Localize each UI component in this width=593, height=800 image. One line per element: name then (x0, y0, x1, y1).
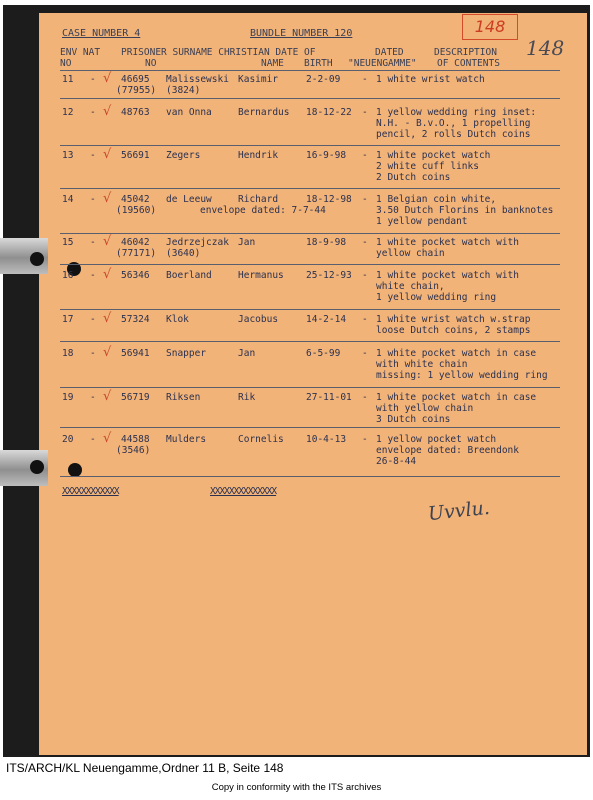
contents-description-line: 1 Belgian coin white, (376, 194, 497, 205)
prisoner-surname: Boerland (166, 270, 212, 281)
col-name: NAME (261, 58, 284, 69)
struck-text-left: XXXXXXXXXXXX (62, 486, 119, 497)
contents-description-line: 3 Dutch coins (376, 414, 451, 425)
row-rule (60, 387, 560, 388)
prisoner-surname: de Leeuw (166, 194, 212, 205)
envelope-number: 15 (62, 237, 74, 248)
christian-name: Cornelis (238, 434, 284, 445)
red-check-mark: √ (103, 431, 112, 446)
bundle-number: BUNDLE NUMBER 120 (250, 28, 353, 39)
dated-mark: - (362, 392, 368, 403)
prisoner-number-alt: (77955) (116, 85, 157, 96)
red-check-mark: √ (103, 345, 112, 360)
row-rule (60, 264, 560, 265)
envelope-number: 17 (62, 314, 74, 325)
punch-hole (68, 463, 82, 477)
contents-description-line: pencil, 2 rolls Dutch coins (376, 129, 531, 140)
date-of-birth: 27-11-01 (306, 392, 352, 403)
contents-description-line: yellow chain (376, 248, 445, 259)
contents-description-line: 1 white pocket watch with (376, 237, 519, 248)
red-check-mark: √ (103, 389, 112, 404)
prisoner-extra-note: (3824) (166, 85, 201, 96)
prisoner-surname: Riksen (166, 392, 201, 403)
prisoner-number-alt: (19560) (116, 205, 157, 216)
handwritten-signature: Uvvlu. (427, 496, 491, 526)
contents-description-line: 1 white pocket watch (376, 150, 491, 161)
prisoner-number: 46695 (121, 74, 150, 85)
dated-mark: - (362, 314, 368, 325)
contents-description-line: envelope dated: Breendonk (376, 445, 519, 456)
dated-mark: - (362, 74, 368, 85)
row-rule (60, 145, 560, 146)
prisoner-surname: Snapper (166, 348, 207, 359)
dated-mark: - (362, 194, 368, 205)
dated-mark: - (362, 150, 368, 161)
contents-description-line: 1 yellow pocket watch (376, 434, 497, 445)
col-env-no: NO (60, 58, 72, 69)
nationality-mark: - (90, 74, 96, 85)
christian-name: Hendrik (238, 150, 279, 161)
contents-description-line: 1 white wrist watch w.strap (376, 314, 531, 325)
prisoner-number: 48763 (121, 107, 150, 118)
date-of-birth: 18-12-22 (306, 107, 352, 118)
date-of-birth: 25-12-93 (306, 270, 352, 281)
prisoner-number-alt: (77171) (116, 248, 157, 259)
contents-description-line: 1 white pocket watch with (376, 270, 519, 281)
christian-name: Hermanus (238, 270, 284, 281)
red-check-mark: √ (103, 311, 112, 326)
dated-mark: - (362, 237, 368, 248)
col-contents: OF CONTENTS (437, 58, 500, 69)
nationality-mark: - (90, 392, 96, 403)
nationality-mark: - (90, 194, 96, 205)
contents-description-line: 1 yellow pendant (376, 216, 468, 227)
christian-name: Rik (238, 392, 256, 403)
date-of-birth: 14-2-14 (306, 314, 347, 325)
prisoner-number: 56941 (121, 348, 150, 359)
prisoner-number: 56346 (121, 270, 150, 281)
christian-name: Bernardus (238, 107, 290, 118)
row-rule (60, 309, 560, 310)
envelope-number: 11 (62, 74, 74, 85)
date-of-birth: 2-2-09 (306, 74, 341, 85)
prisoner-surname: Malissewski (166, 74, 229, 85)
contents-description-line: 2 white cuff links (376, 161, 479, 172)
prisoner-surname: Zegers (166, 150, 201, 161)
contents-description-line: N.H. - B.v.O., 1 propelling (376, 118, 531, 129)
red-check-mark: √ (103, 147, 112, 162)
page-number-stamp: 148 (462, 14, 518, 40)
pencil-page-number: 148 (526, 36, 565, 60)
row-rule (60, 476, 560, 477)
nationality-mark: - (90, 348, 96, 359)
envelope-number: 12 (62, 107, 74, 118)
contents-description-line: 26-8-44 (376, 456, 417, 467)
contents-description-line: white chain, (376, 281, 445, 292)
contents-description-line: 2 Dutch coins (376, 172, 451, 183)
col-description: DESCRIPTION (434, 47, 497, 58)
dated-mark: - (362, 107, 368, 118)
prisoner-surname: Mulders (166, 434, 207, 445)
punch-hole (30, 460, 44, 474)
red-check-mark: √ (103, 234, 112, 249)
dated-mark: - (362, 270, 368, 281)
row-rule (60, 98, 560, 99)
contents-description-line: 3.50 Dutch Florins in banknotes (376, 205, 554, 216)
col-birth: BIRTH (304, 58, 333, 69)
christian-name: Kasimir (238, 74, 279, 85)
col-dated: DATED (375, 47, 404, 58)
prisoner-surname: Jedrzejczak (166, 237, 229, 248)
col-neuengamme: "NEUENGAMME" (348, 58, 417, 69)
prisoner-number: 56691 (121, 150, 150, 161)
red-check-mark: √ (103, 267, 112, 282)
row-rule (60, 427, 560, 428)
date-of-birth: 16-9-98 (306, 150, 347, 161)
red-check-mark: √ (103, 191, 112, 206)
dated-mark: - (362, 348, 368, 359)
dated-mark: - (362, 434, 368, 445)
prisoner-surname: van Onna (166, 107, 212, 118)
date-of-birth: 18-12-98 (306, 194, 352, 205)
prisoner-number: 57324 (121, 314, 150, 325)
date-of-birth: 6-5-99 (306, 348, 341, 359)
contents-description-line: 1 white wrist watch (376, 74, 485, 85)
row-rule (60, 188, 560, 189)
christian-name: Richard (238, 194, 279, 205)
date-of-birth: 18-9-98 (306, 237, 347, 248)
archive-conformity-note: Copy in conformity with the ITS archives (211, 782, 382, 793)
envelope-number: 16 (62, 270, 74, 281)
archive-reference: ITS/ARCH/KL Neuengamme,Ordner 11 B, Seite 148 (6, 761, 284, 775)
nationality-mark: - (90, 314, 96, 325)
prisoner-surname: Klok (166, 314, 189, 325)
nationality-mark: - (90, 270, 96, 281)
envelope-number: 14 (62, 194, 74, 205)
nationality-mark: - (90, 434, 96, 445)
prisoner-number: 44588 (121, 434, 150, 445)
struck-text-right: XXXXXXXXXXXXXX (210, 486, 277, 497)
contents-description-line: with yellow chain (376, 403, 474, 414)
header-rule (60, 70, 560, 71)
prisoner-number-alt: (3546) (116, 445, 151, 456)
col-prisoner-no: NO (145, 58, 157, 69)
prisoner-extra-note: (3640) (166, 248, 201, 259)
envelope-number: 19 (62, 392, 74, 403)
christian-name: Jan (238, 237, 256, 248)
contents-description-line: 1 white pocket watch in case (376, 348, 537, 359)
envelope-number: 20 (62, 434, 74, 445)
row-rule (60, 341, 560, 342)
nationality-mark: - (90, 150, 96, 161)
contents-description-line: with white chain (376, 359, 468, 370)
contents-description-line: missing: 1 yellow wedding ring (376, 370, 548, 381)
case-number: CASE NUMBER 4 (62, 28, 141, 39)
nationality-mark: - (90, 237, 96, 248)
red-check-mark: √ (103, 104, 112, 119)
row-rule (60, 233, 560, 234)
red-check-mark: √ (103, 71, 112, 86)
nationality-mark: - (90, 107, 96, 118)
prisoner-number: 46042 (121, 237, 150, 248)
contents-description-line: 1 yellow wedding ring (376, 292, 497, 303)
contents-description-line: 1 white pocket watch in case (376, 392, 537, 403)
prisoner-extra-note: envelope dated: 7-7-44 (200, 205, 326, 216)
col-prisoner: PRISONER SURNAME CHRISTIAN DATE OF (121, 47, 316, 58)
envelope-number: 13 (62, 150, 74, 161)
contents-description-line: loose Dutch coins, 2 stamps (376, 325, 531, 336)
col-env-nat: ENV NAT (60, 47, 101, 58)
contents-description-line: 1 yellow wedding ring inset: (376, 107, 537, 118)
prisoner-number: 56719 (121, 392, 150, 403)
date-of-birth: 10-4-13 (306, 434, 347, 445)
christian-name: Jan (238, 348, 256, 359)
punch-hole (30, 252, 44, 266)
christian-name: Jacobus (238, 314, 279, 325)
prisoner-number: 45042 (121, 194, 150, 205)
envelope-number: 18 (62, 348, 74, 359)
